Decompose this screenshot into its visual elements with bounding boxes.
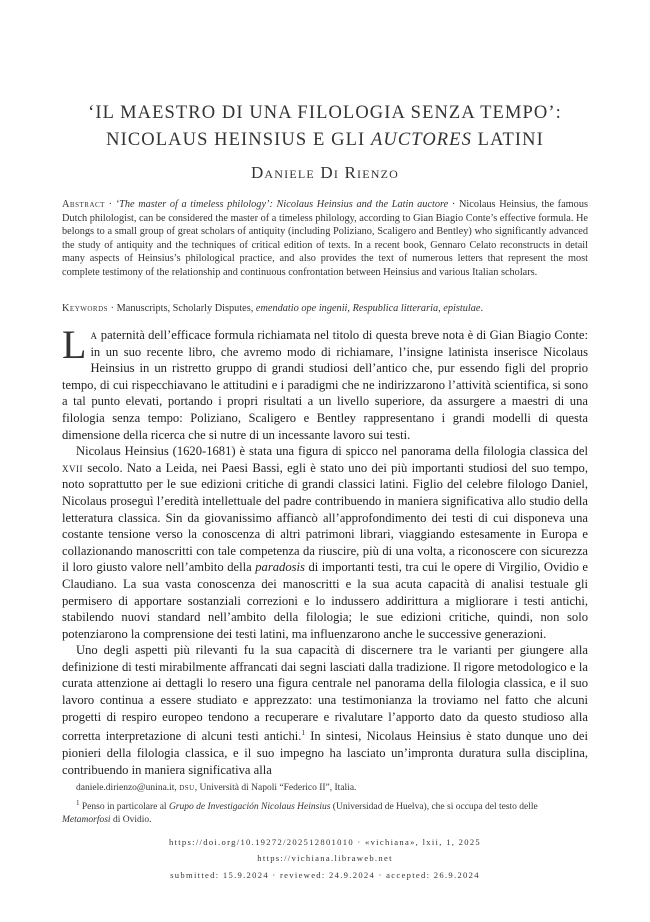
article-body xyxy=(62,322,589,778)
footnote-1 xyxy=(62,797,588,827)
abstract-english-title: ‘The master of a timeless philology’: Nicolaus Heinsius and the Latin auctore xyxy=(115,199,449,210)
journal-url[interactable]: https://vichiana.libraweb.net xyxy=(257,853,393,863)
affiliation-rest: , Università di Napoli “Federico II”, Italia. xyxy=(194,783,357,793)
abstract: Abstract · ‘The master of a timeless philology’: Nicolaus Heinsius and the Latin auctore · Nicolaus Heinsius, the famous Dutch philologist, can be considered the master of a timeless philology, according to Gian Biagio Conte’s effective formula. He belongs to a small group of great scholars of antiquity (including Poliziano, Scaligero and Bentley) who significantly advanced the study of antiquity and the techniques of critical edition of texts. In a recent book, Gennaro Celato reconstructs in detail many aspects of Heinsius’s philological practice, and also provides the text of numerous letters that represent the most complete testimony of the relationship and continuous confrontation between Heinsius and various Italian scholars. xyxy=(62,199,588,278)
title-italic-auctores: AUCTORES xyxy=(370,130,472,150)
footnote-1-metamorfosi: Metamorfosi xyxy=(62,815,111,826)
footnote-1-part-c: di Ovidio. xyxy=(110,815,152,826)
author-name: Daniele Di Rienzo xyxy=(250,163,400,182)
drop-cap: L xyxy=(62,322,87,367)
submission-dates: submitted: 15.9.2024 · reviewed: 24.9.2024 · accepted: 26.9.2024 xyxy=(170,870,480,880)
paragraph-2-part-a: Nicolaus Heinsius (1620-1681) è stata una figura di spicco nel panorama della filologia classica del xyxy=(76,444,588,459)
title-line-1: ‘IL MAESTRO DI UNA FILOLOGIA SENZA TEMPO’: xyxy=(88,103,562,123)
footnotes xyxy=(62,782,588,829)
doi-line[interactable]: https://doi.org/10.19272/202512801010 · «vichiana», lxii, 1, 2025 xyxy=(168,837,482,847)
abstract-label: Abstract xyxy=(62,199,105,210)
paragraph-3-part-b: In sintesi, Nicolaus Heinsius è stato dunque uno dei pionieri della filologia classica, e il suo impegno ha lasciato un’impronta duratura sulla disciplina, contribuendo in maniera significativa alla xyxy=(62,729,589,777)
paragraph-1 xyxy=(62,322,588,443)
century-numeral: xvii xyxy=(62,460,83,475)
paragraph-1-text: paternità dell’efficace formula richiamata nel titolo di questa breve nota è di Gian Biagio Conte: in un suo recente libro, che avremo modo di richiamare, l’insigne latinista inserisce Nicolaus Heinsius in un ristretto gruppo di grandi studiosi dell’antico che, pur essendo figli del proprio tempo, di cui rispecchiavano le attitudini e i paradigmi che ne indirizzarono l’attività scientifica, si sono a tal punto elevati, portando i propri risultati a un livello superiore, da assurgere a maestri di una filologia senza tempo: Poliziano, Scaligero e Bentley rappresentano i grandi modelli di questa dimensione della ricerca che si nutre di un incessante lavoro sui testi. xyxy=(62,328,588,442)
footnote-1-group-name: Grupo de Investigación Nicolaus Heinsius xyxy=(168,802,331,813)
paradosis-term: paradosis xyxy=(255,560,305,575)
keyword-epistulae: epistulae xyxy=(443,303,481,314)
keyword-respublica: Respublica litteraria xyxy=(352,303,439,314)
footnote-1-part-a: Penso in particolare al xyxy=(79,802,169,813)
keywords xyxy=(62,302,588,316)
footnote-1-part-b: (Universidad de Huelva), che si occupa del testo delle xyxy=(330,802,538,813)
department-abbrev: dsu xyxy=(179,783,195,793)
paragraph-3 xyxy=(62,642,588,778)
abstract-body: · Nicolaus Heinsius, the famous Dutch philologist, can be considered the master of a timeless philology, according to Gian Biagio Conte’s effective formula. He belongs to a small group of great scholars of antiquity (including Poliziano, Scaligero and Bentley) who significantly advanced the study of antiquity and the techniques of critical edition of texts. In a recent book, Gennaro Celato reconstructs in detail many aspects of Heinsius’s philological practice, and also provides the text of numerous letters that represent the most complete testimony of the relationship and continuous confrontation between Heinsius and various Italian scholars. xyxy=(62,199,588,278)
keywords-end: . xyxy=(480,303,484,314)
article-title xyxy=(62,100,588,154)
keywords-plain: · Manuscripts, Scholarly Disputes, xyxy=(108,303,256,314)
footnote-ref-1[interactable]: 1 xyxy=(301,729,305,738)
paragraph-1-smallcap: a xyxy=(90,328,98,342)
footnote-1-mark: 1 xyxy=(76,799,80,807)
keywords-separator: , xyxy=(347,303,353,314)
paragraph-3-part-a: Uno degli aspetti più rilevanti fu la sua capacità di discernere tra le varianti per giungere alla definizione di testi mirabilmente affrancati dai segni lasciati dalla tradizione. Il rigore metodologico e la curata attenzione ai dettagli lo resero una figura centrale nel panorama della filologia classica, e il suo lavoro continua a essere studiato e apprezzato: una testimonianza la troviamo nel fatto che alcuni progetti di respiro europeo tendono a recuperare e rivalutare l’apporto dato da questo studioso alla corretta interpretazione di alcuni testi antichi. xyxy=(62,643,588,744)
keywords-separator-2: , xyxy=(438,303,444,314)
title-line-2 xyxy=(62,127,588,154)
title-line-2-end: LATINI xyxy=(471,130,544,150)
keywords-label: Keywords xyxy=(62,303,109,314)
paragraph-2-part-c: di importanti testi, tra cui le opere di Virgilio, Ovidio e Claudiano. La sua vasta conoscenza dei manoscritti e la sua acuta capacità di analisi testuale gli permisero di apportare sostanziali correzioni e lo indussero addirittura a migliorare i testi antichi, stabilendo nuovi standard nell’ambito della filologia; le sue edizioni critiche, quindi, non solo potenziarono la comprensione dei testi latini, ma influenzarono anche le successive generazioni. xyxy=(62,560,589,641)
title-line-2-start: NICOLAUS HEINSIUS E GLI xyxy=(106,130,371,150)
author-email[interactable]: daniele.dirienzo@unina.it, xyxy=(76,783,180,793)
paragraph-2-part-b: secolo. Nato a Leida, nei Paesi Bassi, egli è stato uno dei più importanti studiosi del suo tempo, noto soprattutto per le sue edizioni critiche di grandi classici latini. Figlio del celebre filologo Daniel, Nicolaus proseguì l’eredità intellettuale del padre contribuendo in maniera significativa allo studio della letteratura classica. Sin da giovanissimo affiancò all’approfondimento dei testi di cui disponeva una costante tensione verso la conoscenza di altri patrimoni librari, viaggiando estesamente in Europa e collazionando manoscritti con tale competenza da riuscire, più di una volta, a riconoscere con sicurezza il loro giusto valore nell’ambito della xyxy=(62,460,588,575)
keyword-emendatio: emendatio ope ingenii xyxy=(255,303,348,314)
affiliation-note xyxy=(62,782,588,795)
paragraph-2 xyxy=(62,443,588,642)
